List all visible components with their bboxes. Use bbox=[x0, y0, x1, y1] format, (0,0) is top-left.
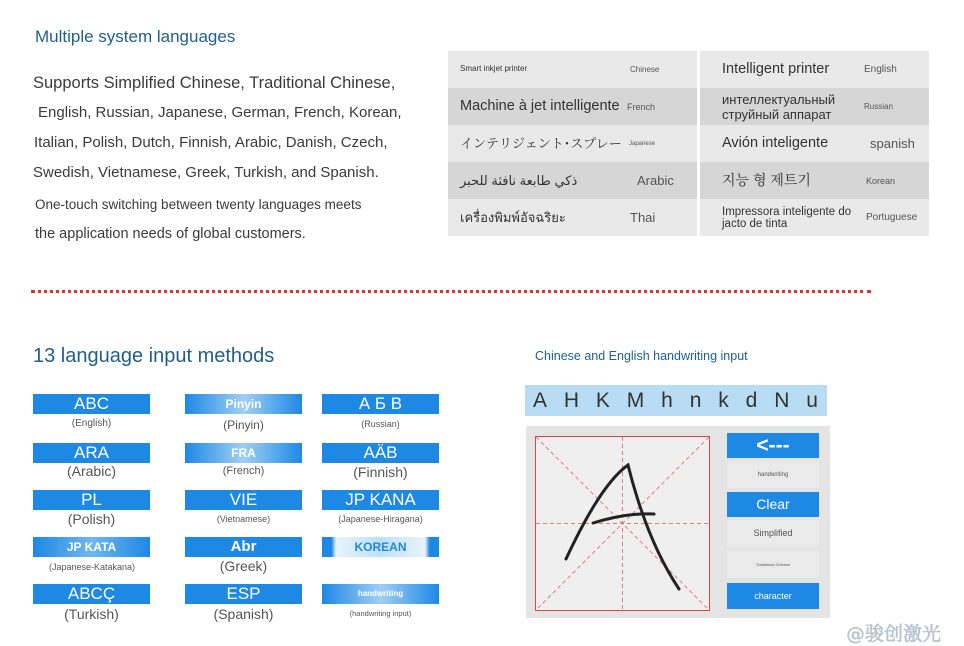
language-label: Chinese bbox=[630, 65, 660, 74]
printer-name: 지능 형 제트기 bbox=[722, 172, 811, 189]
language-table-right bbox=[700, 51, 929, 236]
language-label: Japanese bbox=[629, 140, 656, 147]
table-row bbox=[700, 199, 929, 236]
printer-name: Smart inkjet printer bbox=[460, 64, 528, 74]
printer-name: Avión inteligente bbox=[722, 134, 829, 151]
languages-description bbox=[33, 74, 443, 254]
language-table-left bbox=[448, 51, 697, 236]
language-label: French bbox=[627, 101, 656, 112]
language-label: Portuguese bbox=[866, 212, 918, 223]
candidate-char[interactable]: K bbox=[595, 388, 611, 412]
languages-line-1: Supports Simplified Chinese, Traditional Chinese, bbox=[33, 74, 396, 92]
handwriting-guide bbox=[536, 437, 709, 610]
language-label: English bbox=[864, 64, 897, 75]
switching-line-1: One-touch switching between twenty languages meets bbox=[35, 197, 362, 212]
printer-name: Machine à jet intelligente bbox=[460, 97, 620, 114]
watermark: @骏创激光 bbox=[846, 623, 942, 645]
ime-hiragana-button[interactable]: JP KANA bbox=[322, 490, 439, 510]
table-row bbox=[700, 88, 929, 125]
ime-handwriting-caption: (handwriting input) bbox=[349, 609, 412, 618]
table-row bbox=[448, 51, 697, 88]
ime-vietnamese-caption: (Vietnamese) bbox=[216, 514, 271, 524]
table-row bbox=[700, 51, 929, 88]
table-row bbox=[700, 162, 929, 199]
system-languages-title: Multiple system languages bbox=[35, 27, 236, 46]
candidate-char[interactable]: M bbox=[626, 388, 646, 412]
printer-name: ذكي طابعة نافثة للحبر bbox=[460, 172, 578, 188]
ime-russian-button[interactable]: А Б В bbox=[322, 394, 439, 414]
ime-russian-caption: (Russian) bbox=[361, 419, 400, 429]
ime-korean-button[interactable]: KOREAN bbox=[322, 537, 439, 557]
table-row bbox=[700, 125, 929, 162]
input-methods-title: 13 language input methods bbox=[33, 345, 275, 367]
handwriting-title: Chinese and English handwriting input bbox=[535, 349, 748, 363]
ime-greek-button[interactable]: Abr bbox=[185, 537, 302, 557]
ime-spanish-button[interactable]: ESP bbox=[185, 584, 302, 604]
printer-name: เครื่องพิมพ์อัจฉริยะ bbox=[460, 209, 566, 225]
clear-button[interactable]: Clear bbox=[727, 492, 819, 517]
ime-hiragana-caption: (Japanese-Hiragana) bbox=[338, 514, 423, 524]
switching-line-2: the application needs of global customers. bbox=[35, 226, 306, 242]
ime-turkish-caption: (Turkish) bbox=[64, 606, 119, 622]
ime-pinyin-button[interactable]: Pinyin bbox=[185, 394, 302, 414]
backspace-button[interactable]: <--- bbox=[727, 433, 819, 458]
candidate-char[interactable]: N bbox=[774, 388, 791, 412]
candidate-char[interactable]: u bbox=[806, 388, 819, 412]
handwriting-canvas[interactable] bbox=[535, 436, 710, 611]
ime-arabic-caption: (Arabic) bbox=[66, 463, 116, 479]
handwriting-mode-button[interactable]: handwriting bbox=[727, 462, 819, 488]
ime-finnish-button[interactable]: AÄB bbox=[322, 443, 439, 463]
language-label: Arabic bbox=[637, 173, 674, 188]
section-divider bbox=[31, 290, 871, 293]
ime-vietnamese-button[interactable]: VIE bbox=[185, 490, 302, 510]
language-label: spanish bbox=[870, 136, 915, 151]
table-row bbox=[448, 125, 697, 162]
ime-handwriting-button[interactable]: handwriting bbox=[322, 584, 439, 604]
candidate-char[interactable]: k bbox=[718, 388, 730, 412]
languages-line-4: Swedish, Vietnamese, Greek, Turkish, and Spanish. bbox=[33, 164, 379, 181]
traditional-button[interactable]: Traditional Chinese bbox=[727, 551, 819, 578]
table-row bbox=[448, 162, 697, 199]
ime-katakana-caption: (Japanese-Katakana) bbox=[48, 562, 136, 572]
character-button[interactable]: character bbox=[727, 583, 819, 609]
language-label: Thai bbox=[630, 210, 656, 225]
printer-name: Intelligent printer bbox=[722, 60, 830, 77]
language-label: Korean bbox=[866, 175, 896, 186]
ime-turkish-button[interactable]: ABCÇ bbox=[33, 584, 150, 604]
ime-spanish-caption: (Spanish) bbox=[213, 606, 274, 622]
table-row bbox=[448, 199, 697, 236]
candidate-char[interactable]: A bbox=[532, 388, 548, 412]
ime-french-button[interactable]: FRA bbox=[185, 443, 302, 463]
ime-polish-caption: (Polish) bbox=[67, 511, 116, 527]
ime-greek-caption: (Greek) bbox=[219, 558, 268, 574]
ime-polish-button[interactable]: PL bbox=[33, 490, 150, 510]
ime-french-caption: (French) bbox=[222, 465, 265, 477]
simplified-button[interactable]: Simplified bbox=[727, 520, 819, 547]
candidate-char[interactable]: d bbox=[745, 388, 759, 412]
ime-katakana-button[interactable]: JP KATA bbox=[33, 537, 150, 557]
ime-english-caption: (English) bbox=[71, 418, 112, 429]
candidate-char[interactable]: n bbox=[689, 388, 703, 412]
printer-name: インテリジェント･スプレー bbox=[460, 135, 622, 151]
ime-finnish-caption: (Finnish) bbox=[353, 464, 408, 480]
printer-name: интеллектуальный струйный аппарат bbox=[722, 91, 836, 122]
ime-arabic-button[interactable]: ARA bbox=[33, 443, 150, 463]
language-label: Russian bbox=[864, 102, 893, 111]
candidate-bar bbox=[525, 385, 827, 416]
languages-line-2: English, Russian, Japanese, German, French, Korean, bbox=[38, 104, 402, 121]
printer-name: Impressora inteligente do jacto de tinta bbox=[722, 205, 852, 230]
table-row bbox=[448, 88, 697, 125]
ime-english-button[interactable]: ABC bbox=[33, 394, 150, 414]
ime-pinyin-caption: (Pinyin) bbox=[223, 418, 264, 432]
candidate-char[interactable]: H bbox=[563, 388, 580, 412]
languages-line-3: Italian, Polish, Dutch, Finnish, Arabic, Danish, Czech, bbox=[34, 134, 388, 151]
candidate-char[interactable]: h bbox=[661, 388, 674, 412]
